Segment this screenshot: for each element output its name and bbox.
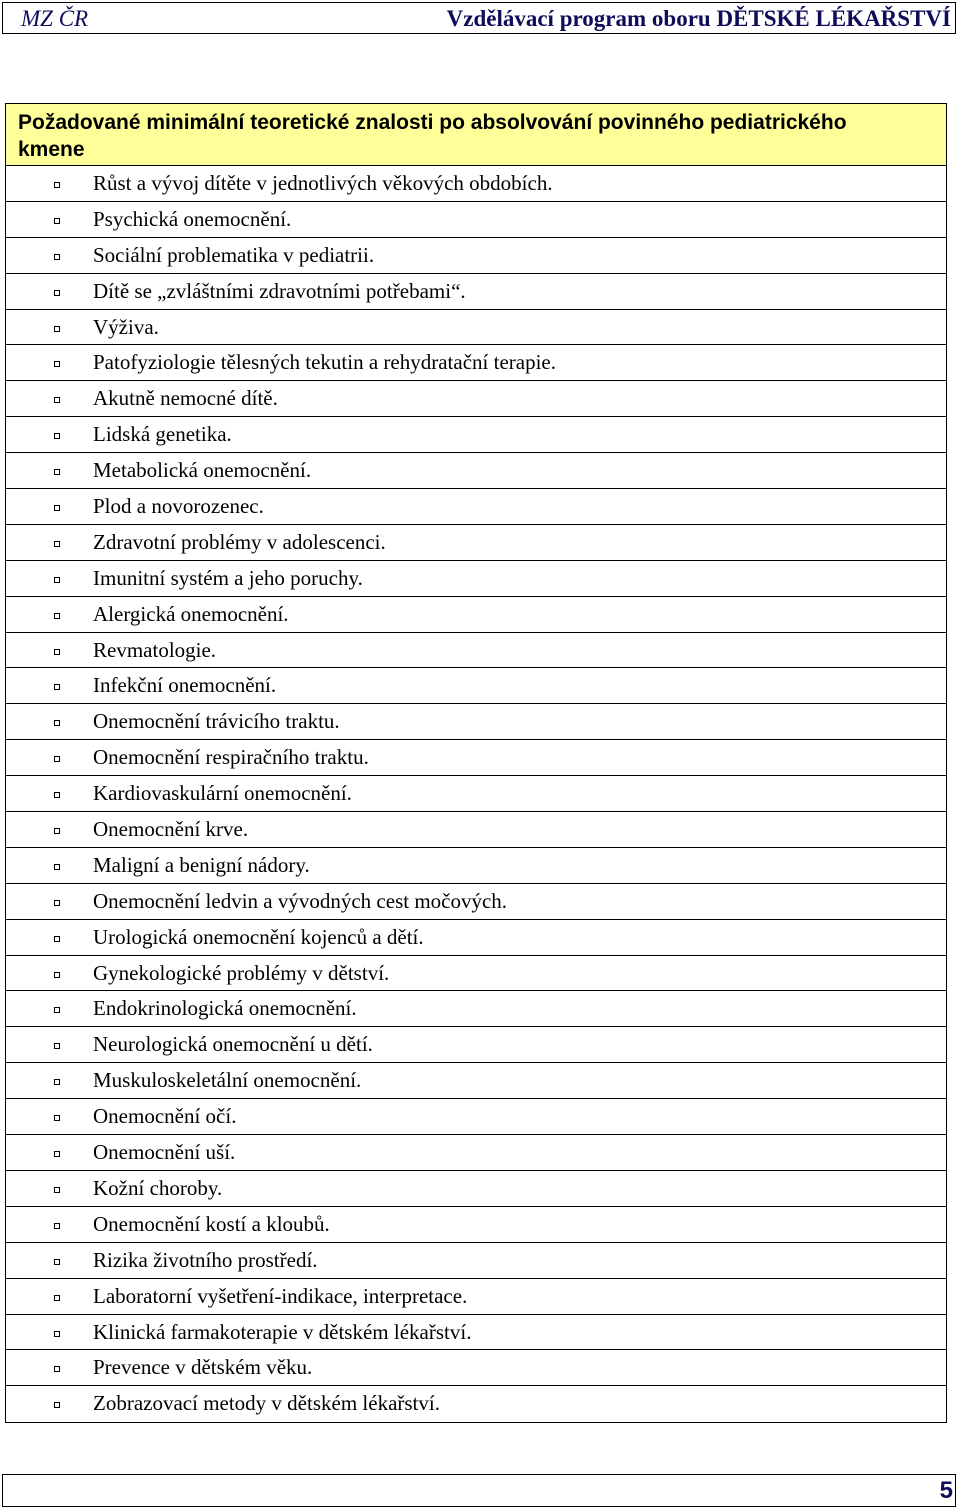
square-bullet-icon: [54, 1007, 60, 1013]
square-bullet-icon: [54, 218, 60, 224]
list-item-label: Prevence v dětském věku.: [93, 1355, 313, 1380]
list-item: [6, 848, 946, 884]
section-title: [6, 104, 946, 166]
list-item-label: Růst a vývoj dítěte v jednotlivých věkových obdobích.: [93, 171, 553, 195]
list-item: [6, 1099, 946, 1135]
square-bullet-icon: [54, 290, 60, 296]
square-bullet-icon: [54, 1079, 60, 1085]
square-bullet-icon: [54, 1223, 60, 1229]
list-item: [6, 525, 946, 561]
list-item-label: Revmatologie.: [93, 637, 217, 662]
list-item-label: Patofyziologie tělesných tekutin a rehydratační terapie.: [93, 350, 556, 375]
list-item-label: Kožní choroby.: [93, 1175, 223, 1200]
list-item: [6, 274, 946, 310]
list-item: [6, 956, 946, 992]
list-item: [6, 884, 946, 920]
square-bullet-icon: [54, 1043, 60, 1049]
list-item: [6, 1207, 946, 1243]
square-bullet-icon: [54, 792, 60, 798]
square-bullet-icon: [54, 1115, 60, 1121]
page-footer: [2, 1474, 956, 1507]
knowledge-table: [5, 103, 947, 1423]
list-item-label: Lidská genetika.: [93, 422, 232, 447]
list-item: [6, 991, 946, 1027]
square-bullet-icon: [54, 756, 60, 762]
list-item-label: Zdravotní problémy v adolescenci.: [93, 529, 386, 554]
square-bullet-icon: [54, 397, 60, 403]
list-item: [6, 1243, 946, 1279]
square-bullet-icon: [54, 936, 60, 942]
list-item: [6, 812, 946, 848]
list-item-label: Onemocnění kostí a kloubů.: [93, 1211, 330, 1236]
square-bullet-icon: [54, 1295, 60, 1301]
square-bullet-icon: [54, 1151, 60, 1157]
list-item: [6, 1350, 946, 1386]
list-item-label: Sociální problematika v pediatrii.: [93, 242, 375, 267]
list-item: [6, 920, 946, 956]
list-item-label: Endokrinologická onemocnění.: [93, 996, 357, 1021]
list-item-label: Alergická onemocnění.: [93, 601, 289, 626]
section-title-line-1: Požadované minimální teoretické znalosti po absolvování povinného pediatrického: [18, 111, 847, 134]
list-item: [6, 1171, 946, 1207]
list-item: [6, 1135, 946, 1171]
square-bullet-icon: [54, 649, 60, 655]
list-item: [6, 310, 946, 346]
list-item: [6, 489, 946, 525]
square-bullet-icon: [54, 254, 60, 260]
square-bullet-icon: [54, 900, 60, 906]
square-bullet-icon: [54, 577, 60, 583]
list-item-label: Laboratorní vyšetření-indikace, interpretace.: [93, 1283, 468, 1308]
list-item: [6, 345, 946, 381]
list-item: [6, 776, 946, 812]
square-bullet-icon: [54, 505, 60, 511]
list-item: [6, 417, 946, 453]
list-item: [6, 633, 946, 669]
list-item-label: Rizika životního prostředí.: [93, 1247, 318, 1272]
list-item: [6, 1279, 946, 1315]
square-bullet-icon: [54, 541, 60, 547]
list-item: [6, 597, 946, 633]
square-bullet-icon: [54, 684, 60, 690]
list-item-label: Imunitní systém a jeho poruchy.: [93, 565, 363, 590]
list-item: [6, 1027, 946, 1063]
list-item-label: Onemocnění ledvin a vývodných cest močových.: [93, 888, 508, 913]
list-item-label: Onemocnění krve.: [93, 817, 249, 842]
list-item-label: Onemocnění respiračního traktu.: [93, 745, 369, 770]
list-item-label: Onemocnění trávicího traktu.: [93, 709, 340, 734]
list-item-label: Onemocnění očí.: [93, 1104, 237, 1129]
square-bullet-icon: [54, 864, 60, 870]
header-ministry: MZ ČR: [21, 6, 89, 31]
list-item: [6, 1063, 946, 1099]
square-bullet-icon: [54, 972, 60, 978]
list-item: [6, 1315, 946, 1351]
square-bullet-icon: [54, 361, 60, 367]
list-item-label: Muskuloskeletální onemocnění.: [93, 1068, 362, 1093]
list-item-label: Gynekologické problémy v dětství.: [93, 960, 390, 985]
list-item-label: Výživa.: [93, 314, 159, 339]
list-item-label: Akutně nemocné dítě.: [93, 386, 278, 411]
square-bullet-icon: [54, 828, 60, 834]
square-bullet-icon: [54, 1366, 60, 1372]
list-item: [6, 202, 946, 238]
square-bullet-icon: [54, 1187, 60, 1193]
square-bullet-icon: [54, 326, 60, 332]
list-item-label: Urologická onemocnění kojenců a dětí.: [93, 924, 424, 949]
page-number: 5: [939, 1477, 953, 1504]
square-bullet-icon: [54, 613, 60, 619]
square-bullet-icon: [54, 1402, 60, 1408]
page-header: [2, 2, 956, 34]
list-item-label: Maligní a benigní nádory.: [93, 852, 310, 877]
list-item: [6, 381, 946, 417]
list-item: [6, 704, 946, 740]
list-item: [6, 453, 946, 489]
list-item-label: Onemocnění uší.: [93, 1140, 236, 1165]
list-item-label: Metabolická onemocnění.: [93, 458, 312, 483]
section-title-line-2: kmene: [18, 138, 85, 161]
square-bullet-icon: [54, 1259, 60, 1265]
list-item-label: Kardiovaskulární onemocnění.: [93, 781, 352, 806]
list-item: [6, 668, 946, 704]
list-item-label: Dítě se „zvláštními zdravotními potřebami“.: [93, 278, 466, 303]
list-item-label: Klinická farmakoterapie v dětském lékařství.: [93, 1319, 472, 1344]
list-item-label: Infekční onemocnění.: [93, 673, 277, 698]
list-item-label: Plod a novorozenec.: [93, 494, 264, 519]
square-bullet-icon: [54, 182, 60, 188]
list-item-label: Neurologická onemocnění u dětí.: [93, 1032, 373, 1057]
list-item: [6, 561, 946, 597]
square-bullet-icon: [54, 1331, 60, 1337]
header-program-title: Vzdělávací program oboru DĚTSKÉ LÉKAŘSTVÍ: [446, 6, 951, 31]
list-item-label: Zobrazovací metody v dětském lékařství.: [93, 1391, 440, 1416]
square-bullet-icon: [54, 433, 60, 439]
list-item: [6, 740, 946, 776]
list-item-label: Psychická onemocnění.: [93, 206, 292, 231]
knowledge-list: [6, 166, 946, 1422]
list-item: [6, 238, 946, 274]
square-bullet-icon: [54, 469, 60, 475]
square-bullet-icon: [54, 720, 60, 726]
list-item: [6, 1386, 946, 1422]
list-item: [6, 166, 946, 202]
